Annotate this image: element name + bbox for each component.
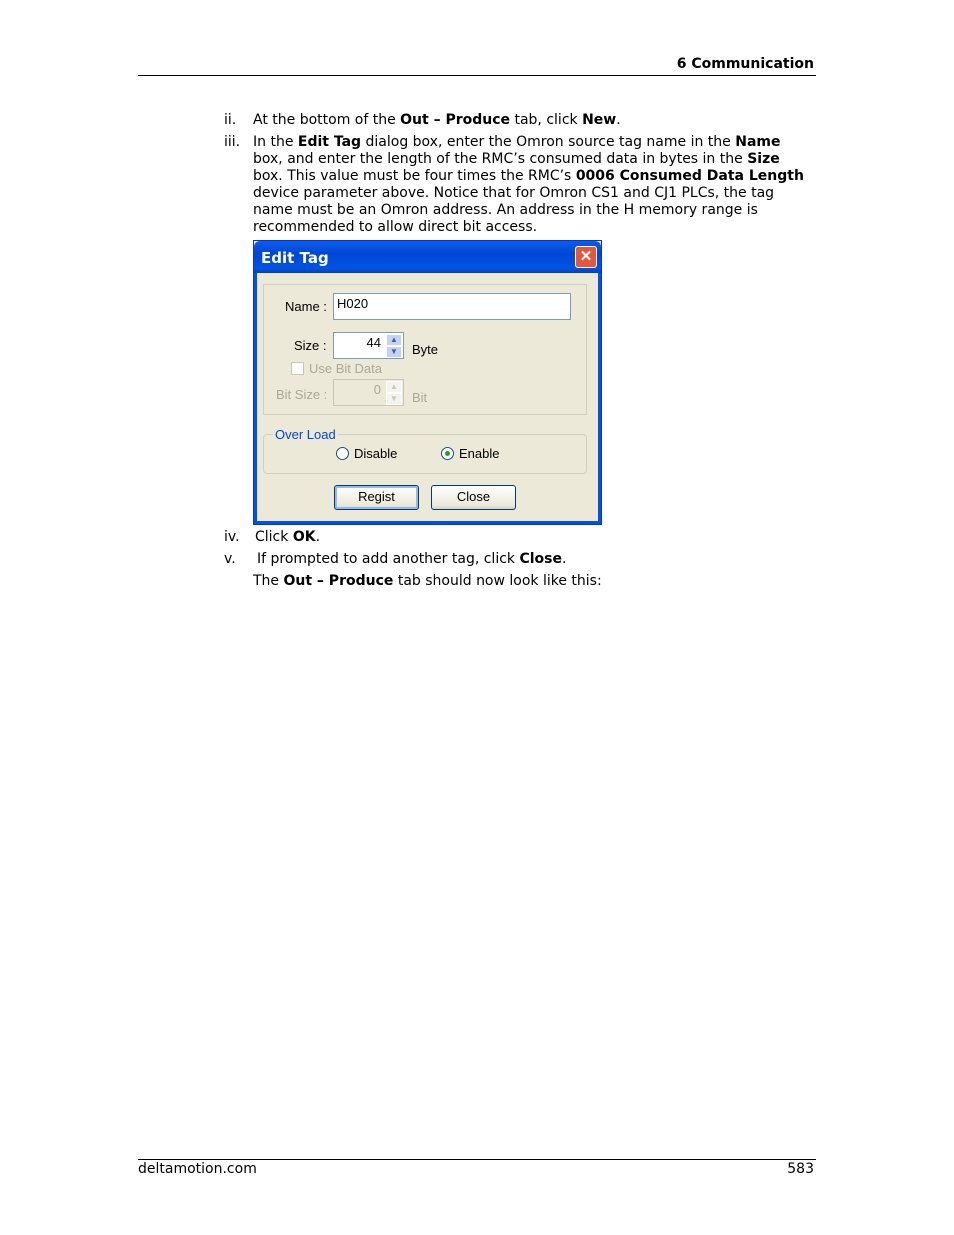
use-bit-data-checkbox[interactable] [291,362,304,375]
text-run: At the bottom of the [253,112,401,128]
text-run: . [315,529,321,545]
spin-down-icon[interactable]: ▼ [386,393,402,405]
spin-down-icon[interactable]: ▼ [386,346,402,358]
page-number: 583 [787,1161,814,1177]
bit-size-spin-buttons [386,381,402,405]
size-unit-label: Byte [412,342,439,357]
bit-size-label: Bit Size : [276,387,328,402]
text-run: box. This value must be four times the RMC’s [253,168,576,184]
text-run: Click [255,529,293,545]
bold-run: Size [747,151,780,167]
size-spin-buttons [386,334,402,358]
bold-run: Out – Produce [400,112,511,128]
bold-run: New [582,112,617,128]
text-run: If prompted to add another tag, click [257,551,520,567]
chapter-title: 6 Communication [676,56,814,72]
edit-tag-dialog [253,240,602,525]
text-run: . [562,551,567,567]
bold-run: Close [519,551,562,567]
dialog-titlebar [254,241,601,273]
bit-size-value: 0 [373,382,381,397]
overload-title: Over Load [275,427,336,442]
dialog-title: Edit Tag [261,249,329,267]
size-label: Size : [294,338,327,353]
step-number: iii. [224,134,241,150]
step-text [253,112,813,129]
step-text [257,551,817,568]
footer-website: deltamotion.com [138,1161,257,1177]
disable-radio[interactable] [336,447,349,460]
header-rule [138,75,816,76]
step-number: v. [224,551,236,567]
text-run: . [616,112,621,128]
spin-up-icon[interactable]: ▲ [386,334,402,346]
name-input[interactable]: H020 [333,293,571,320]
bold-run: Edit Tag [297,134,362,150]
bit-size-stepper[interactable] [333,379,404,406]
text-run: device parameter above. Notice that for Omron CS1 and CJ1 PLCs, the tag name must be an Omron address. An address in the H memory range is recommended to allow direct bit access. [253,185,775,235]
size-stepper[interactable] [333,332,404,359]
step-text [255,529,815,546]
step-text [253,134,813,236]
enable-label: Enable [459,446,500,461]
disable-label: Disable [354,446,398,461]
text-run: tab, click [510,112,583,128]
step-number: iv. [224,529,240,545]
text-run: box, and enter the length of the RMC’s consumed data in bytes in the [253,151,748,167]
regist-button[interactable]: Regist [334,485,419,510]
dialog-frame-left [254,273,257,524]
footer-rule [138,1159,816,1160]
use-bit-data-label: Use Bit Data [309,361,382,376]
step-number: ii. [224,112,237,128]
text-run: In the [253,134,298,150]
closing-paragraph [253,573,813,590]
bold-run: 0006 Consumed Data Length [575,168,804,184]
text-run: tab should now look like this: [393,573,602,589]
spin-up-icon[interactable]: ▲ [386,381,402,393]
close-button[interactable]: Close [431,485,516,510]
bold-run: Out – Produce [283,573,394,589]
close-icon[interactable]: ✕ [575,246,597,268]
bold-run: Name [735,134,781,150]
bold-run: OK [292,529,316,545]
dialog-frame-right [598,273,601,524]
enable-radio[interactable] [441,447,454,460]
bit-unit-label: Bit [412,390,428,405]
name-label: Name : [285,299,327,314]
dialog-frame-bottom [254,521,601,524]
size-value: 44 [366,335,381,350]
text-run: The [253,573,284,589]
text-run: dialog box, enter the Omron source tag name in the [361,134,736,150]
